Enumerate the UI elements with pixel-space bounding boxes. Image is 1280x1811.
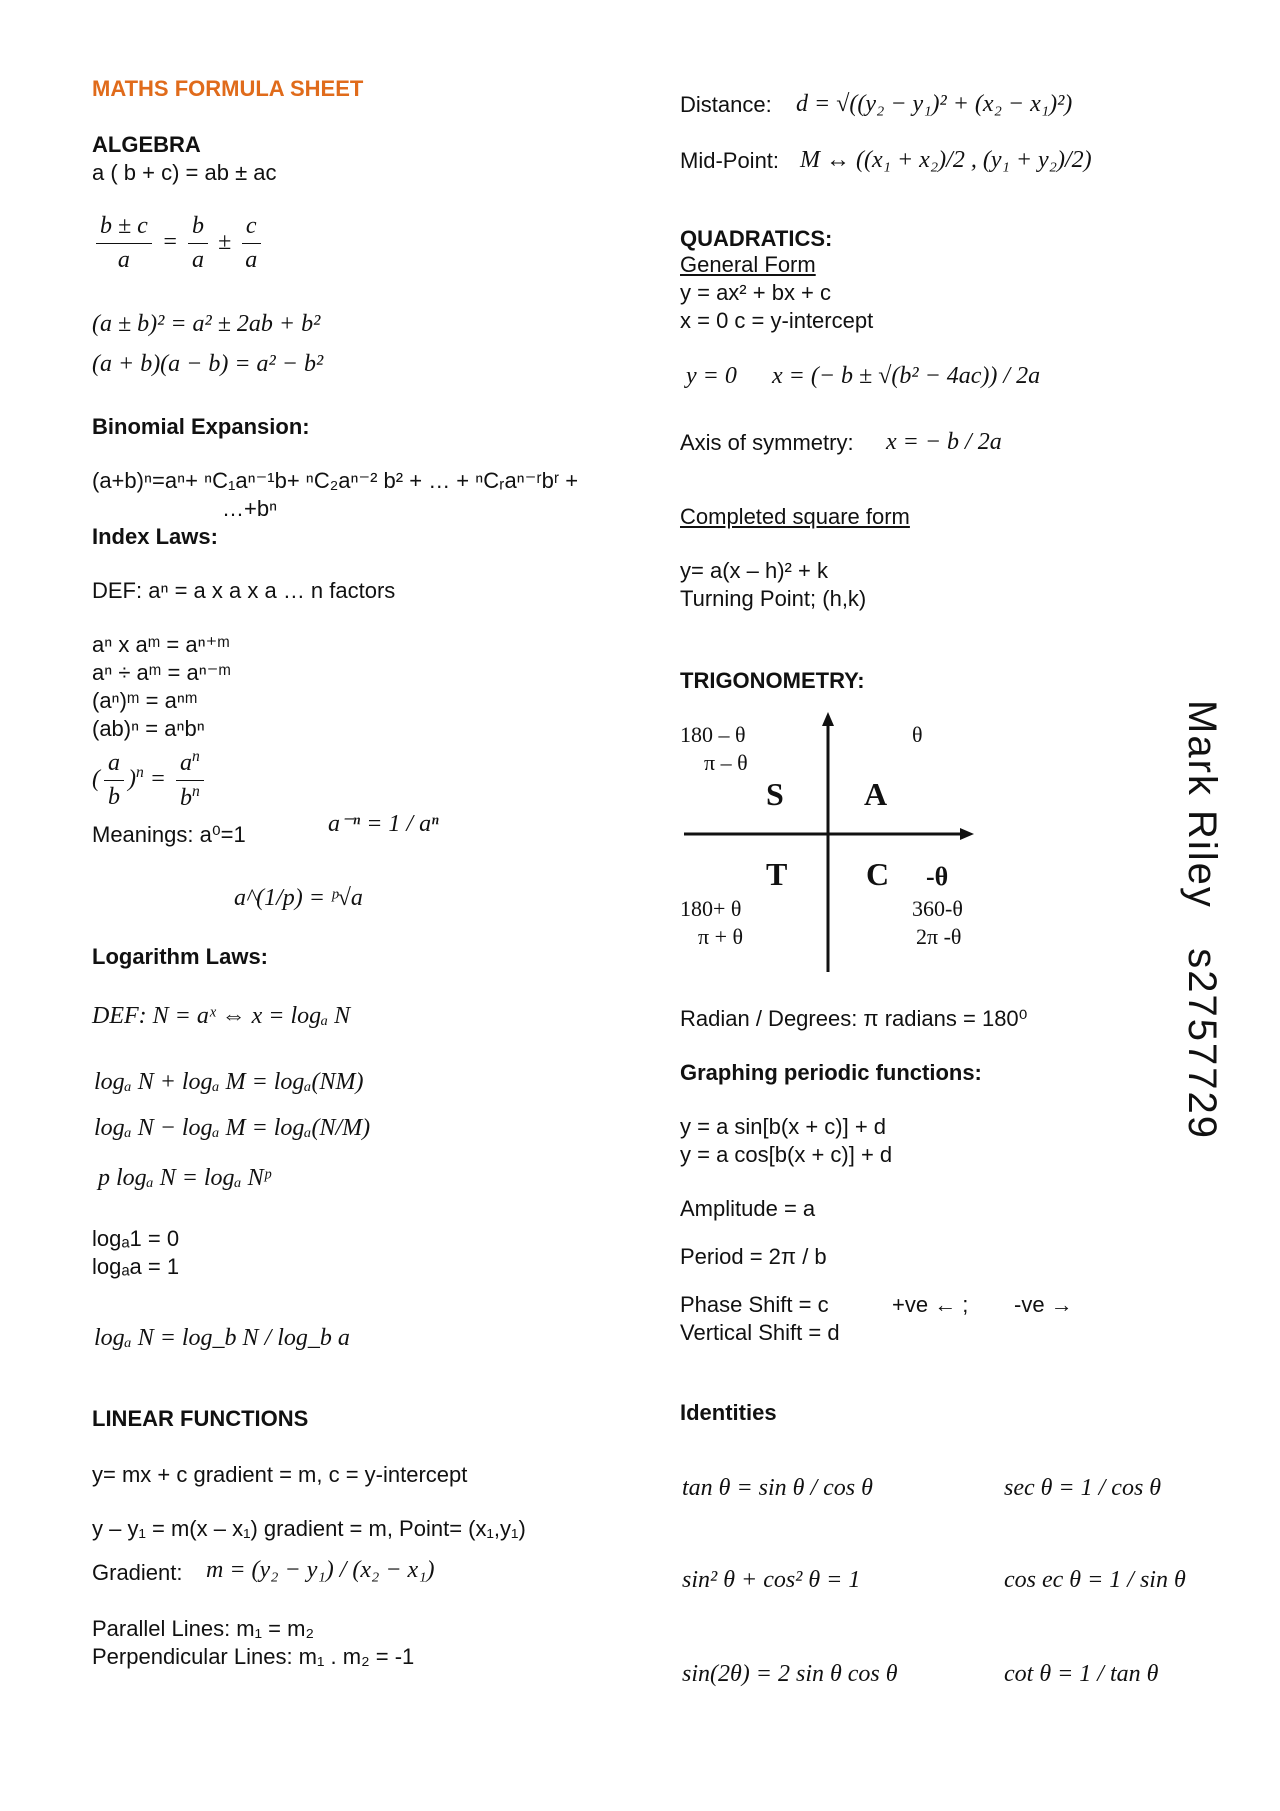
- quadrant-3-degrees: 180+ θ: [680, 896, 742, 921]
- vertex-form-equation: y= a(x – h)² + k: [680, 558, 828, 583]
- cosine-function: y = a cos[b(x + c)] + d: [680, 1142, 893, 1167]
- vertical-shift: Vertical Shift = d: [680, 1320, 840, 1345]
- algebra-heading: ALGEBRA: [92, 132, 201, 157]
- completed-square-heading: Completed square form: [680, 504, 910, 529]
- negative-direction: -ve →: [1014, 1292, 1073, 1317]
- axis-of-symmetry-label: Axis of symmetry:: [680, 430, 854, 455]
- positive-direction: +ve ← ;: [892, 1292, 969, 1317]
- parallel-lines: Parallel Lines: m₁ = m₂: [92, 1616, 314, 1641]
- gradient-label: Gradient:: [92, 1560, 183, 1585]
- index-meanings: Meanings: a⁰=1: [92, 822, 246, 847]
- log-of-one: logₐ1 = 0: [92, 1226, 180, 1251]
- binomial-heading: Binomial Expansion:: [92, 414, 310, 439]
- quadrant-s-label: S: [766, 776, 784, 812]
- quadrant-a-label: A: [864, 776, 888, 812]
- y-axis-arrow: [822, 712, 834, 726]
- distance-label: Distance:: [680, 92, 772, 117]
- binomial-line-1: (a+b)ⁿ=aⁿ+ ⁿC₁aⁿ⁻¹b+ ⁿC₂aⁿ⁻² b² + … + ⁿCᵣaⁿ⁻ʳbʳ +: [92, 468, 579, 493]
- turning-point: Turning Point; (h,k): [680, 586, 867, 611]
- distance-formula: d = √((y₂ − y₁)² + (x₂ − x₁)²): [796, 91, 1073, 117]
- axis-of-symmetry-formula: x = − b / 2a: [886, 429, 1002, 455]
- midpoint-label: Mid-Point:: [680, 148, 780, 173]
- y-intercept-rule: x = 0 c = y-intercept: [680, 308, 874, 333]
- quadrant-2-degrees: 180 – θ: [680, 722, 746, 747]
- linear-point-slope: y – y₁ = m(x – x₁) gradient = m, Point= (x₁,y₁): [92, 1516, 526, 1541]
- perpendicular-lines: Perpendicular Lines: m₁ . m₂ = -1: [92, 1644, 415, 1669]
- general-form-heading: General Form: [680, 252, 816, 277]
- identity-double-angle: sin(2θ) = 2 sin θ cos θ: [682, 1661, 898, 1687]
- log-product: logₐ N + logₐ M = logₐ(NM): [94, 1069, 364, 1095]
- identity-cot: cot θ = 1 / tan θ: [1004, 1661, 1159, 1687]
- quadrant-4-degrees: 360-θ: [912, 896, 963, 921]
- author-name: Mark Riley: [1180, 700, 1224, 909]
- identity-sec: sec θ = 1 / cos θ: [1004, 1475, 1162, 1501]
- general-form-equation: y = ax² + bx + c: [680, 280, 832, 305]
- quadrant-4-radians: 2π -θ: [916, 924, 962, 949]
- index-law-1: aⁿ x aᵐ = aⁿ⁺ᵐ: [92, 632, 230, 657]
- quadratics-heading: QUADRATICS:: [680, 226, 833, 251]
- index-law-5: ( $\frac{a}{b}$ )$^n$ = $\frac{a^n}{b^n}$: [92, 748, 208, 813]
- index-law-4: (ab)ⁿ = aⁿbⁿ: [92, 716, 205, 741]
- quadrant-t-label: T: [766, 856, 788, 892]
- midpoint-formula: M ↔ ((x₁ + x₂)/2 , (y₁ + y₂)/2): [800, 147, 1092, 173]
- negative-theta-label: -θ: [926, 862, 949, 891]
- radian-degrees: Radian / Degrees: π radians = 180⁰: [680, 1006, 1028, 1031]
- x-axis-arrow: [960, 828, 974, 840]
- quadrant-1-angle: θ: [912, 722, 923, 747]
- index-definition: DEF: aⁿ = a x a x a … n factors: [92, 578, 396, 603]
- log-heading: Logarithm Laws:: [92, 944, 269, 969]
- log-change-of-base: logₐ N = log_b N / log_b a: [94, 1325, 350, 1351]
- gradient-formula: m = (y₂ − y₁) / (x₂ − x₁): [206, 1557, 435, 1583]
- index-heading: Index Laws:: [92, 524, 218, 549]
- identity-tan: tan θ = sin θ / cos θ: [682, 1475, 873, 1501]
- graphing-heading: Graphing periodic functions:: [680, 1060, 982, 1085]
- trigonometry-heading: TRIGONOMETRY:: [680, 668, 865, 693]
- algebra-distributive: a ( b + c) = ab ± ac: [92, 160, 277, 185]
- quadratic-formula: x = (− b ± √(b² − 4ac)) / 2a: [772, 363, 1041, 389]
- amplitude: Amplitude = a: [680, 1196, 816, 1221]
- page-title: MATHS FORMULA SHEET: [92, 76, 364, 101]
- quadrant-2-radians: π – θ: [704, 750, 748, 775]
- quadrant-c-label: C: [866, 856, 890, 892]
- log-power: p logₐ N = logₐ Nᵖ: [98, 1165, 271, 1191]
- linear-slope-intercept: y= mx + c gradient = m, c = y-intercept: [92, 1462, 468, 1487]
- linear-heading: LINEAR FUNCTIONS: [92, 1406, 309, 1431]
- identity-pythagorean: sin² θ + cos² θ = 1: [682, 1567, 861, 1593]
- index-negative-exponent: a⁻ⁿ = 1 / aⁿ: [328, 811, 439, 837]
- binomial-line-2: …+bⁿ: [222, 496, 278, 521]
- algebra-square-expansion: (a ± b)² = a² ± 2ab + b²: [92, 311, 321, 337]
- index-law-2: aⁿ ÷ aᵐ = aⁿ⁻ᵐ: [92, 660, 231, 685]
- log-definition: DEF: N = aˣ ⇔ x = logₐ N: [92, 1003, 351, 1029]
- algebra-difference-squares: (a + b)(a − b) = a² − b²: [92, 351, 324, 377]
- student-id: s2757729: [1180, 948, 1224, 1140]
- sine-function: y = a sin[b(x + c)] + d: [680, 1114, 887, 1139]
- identities-heading: Identities: [680, 1400, 777, 1425]
- algebra-fraction-rule: $\frac{b \pm c}{a}$ = $\frac{b}{a}$ ± $\frac{c}{a}$: [92, 212, 265, 275]
- log-quotient: logₐ N − logₐ M = logₐ(N/M): [94, 1115, 371, 1141]
- identity-cosec: cos ec θ = 1 / sin θ: [1004, 1567, 1186, 1593]
- author-vertical: [1178, 700, 1226, 1140]
- index-law-3: (aⁿ)ᵐ = aⁿᵐ: [92, 688, 198, 713]
- quadratic-y-zero: y = 0: [686, 363, 737, 389]
- period: Period = 2π / b: [680, 1244, 827, 1269]
- quadrant-3-radians: π + θ: [698, 924, 744, 949]
- phase-shift: Phase Shift = c: [680, 1292, 829, 1317]
- log-of-base: logₐa = 1: [92, 1254, 180, 1279]
- index-fractional-exponent: a^(1/p) = ᵖ√a: [234, 885, 363, 911]
